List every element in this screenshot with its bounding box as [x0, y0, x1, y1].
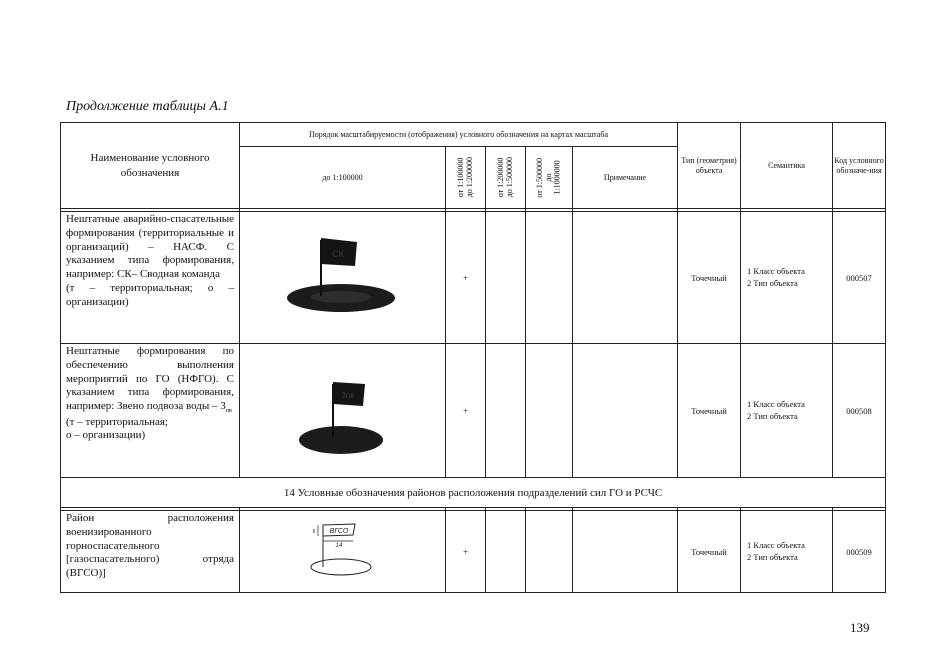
svg-text:СК: СК	[331, 249, 344, 259]
row-name: Нештатные формирования по обеспечению выполнения мероприятий по ГО (НФГО). С указанием типа формирования, например: Звено подвоза воды – $3_{пв}$ (т – территориальная; о – организации)	[61, 344, 240, 478]
row-type: Точечный	[678, 344, 741, 478]
row-type: Точечный	[678, 212, 741, 344]
header-name: Наименование условного обозначения	[61, 123, 240, 209]
flag-disc-icon	[283, 358, 403, 458]
header-type: Тип (геометрия) объекта	[678, 123, 741, 209]
mark-200000: +	[446, 212, 486, 344]
row-name: Район расположения военизированного горноспасательного [газоспасательного) отряда (ВГСО)]	[61, 511, 240, 593]
page-number: 139	[850, 620, 870, 635]
header-scale-group: Порядок масштабируемости (отображения) условного обозначения на картах масштаба	[240, 123, 678, 147]
flag-disc-icon	[283, 230, 403, 320]
mark-200000: +	[446, 344, 486, 478]
mark-200000: +	[446, 511, 486, 593]
header-note: Примечание	[573, 147, 678, 209]
row-code: 000508	[833, 344, 886, 478]
header-scale-100000: до 1:100000	[240, 147, 446, 209]
symbols-table	[60, 122, 886, 593]
row-code: 000507	[833, 212, 886, 344]
row-type: Точечный	[678, 511, 741, 593]
flag-outline-icon	[283, 513, 403, 585]
row-code: 000509	[833, 511, 886, 593]
svg-text:6: 6	[312, 529, 315, 535]
svg-text:ВГСО: ВГСО	[329, 528, 348, 535]
table-row	[61, 344, 886, 478]
svg-text:3пв: 3пв	[340, 391, 355, 400]
table-caption: Продолжение таблицы А.1	[66, 99, 229, 114]
header-semantics: Семантика	[741, 123, 833, 209]
header-scale-200000: от 1:100000 до 1:200000	[446, 147, 486, 209]
table-row	[61, 511, 886, 593]
row-semantics: 1 Класс объекта 2 Тип объекта	[741, 212, 833, 344]
row-semantics: 1 Класс объекта 2 Тип объекта	[741, 344, 833, 478]
header-scale-1000000: от 1:500000 до 1:1000000	[526, 147, 573, 209]
header-code: Код условного обозначе-ния	[833, 123, 886, 209]
symbol-vgso	[240, 511, 446, 593]
section-heading: 14 Условные обозначения районов расположения подразделений сил ГО и РСЧС	[61, 478, 886, 508]
row-semantics: 1 Класс объекта 2 Тип объекта	[741, 511, 833, 593]
svg-text:14: 14	[335, 543, 342, 549]
header-scale-500000: от 1:200000 до 1:500000	[486, 147, 526, 209]
table-row	[61, 212, 886, 344]
row-name: Нештатные аварийно-спасательные формирования (территориальные и организаций) – НАСФ. С указанием типа формирования, например: СК– Сводная команда (т – территориальная; о – организации)	[61, 212, 240, 344]
symbol-nasf	[240, 212, 446, 344]
symbol-nfgo	[240, 344, 446, 478]
